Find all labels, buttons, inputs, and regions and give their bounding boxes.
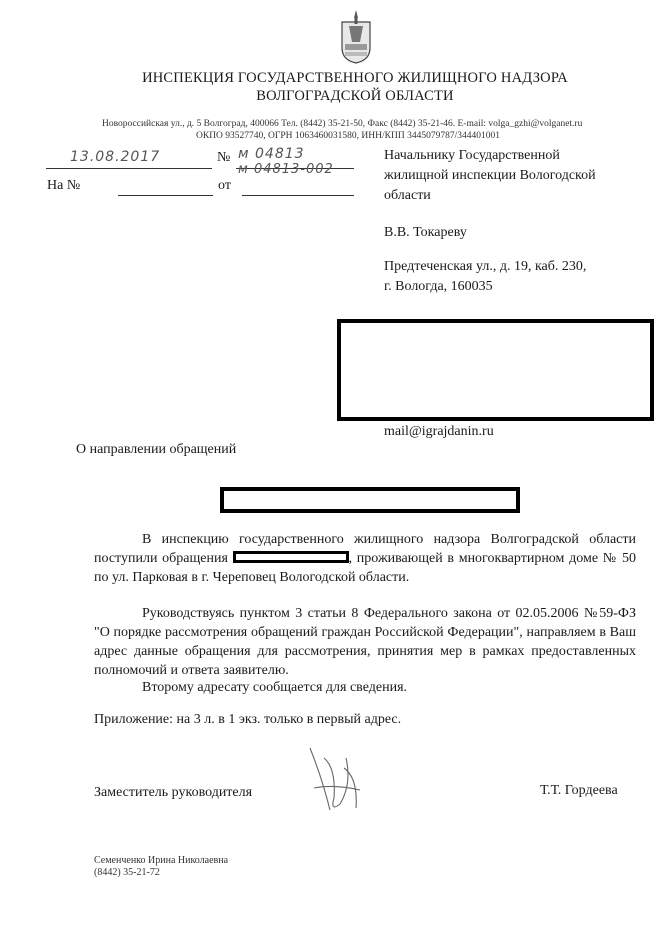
date-underline	[46, 168, 212, 169]
p1-text-before: В инспекцию государственного жилищного надзора Волгоградской области поступили обращения	[94, 532, 636, 566]
body-paragraph-2: Руководствуясь пунктом 3 статьи 8 Федерального закона от 02.05.2006 №59-ФЗ "О порядке рассмотрения обращений граждан Российской Федерации", направляем в Ваш адрес данные обращения для рассмотрения, принятия мер в рамках предоставленных полномочий и ответа заявителю.	[94, 606, 636, 678]
attachment-line: Приложение: на 3 л. в 1 экз. только в первый адрес.	[94, 712, 402, 727]
executor-name: Семенченко Ирина Николаевна	[94, 855, 229, 866]
recipient-line: Начальнику Государственной	[384, 148, 560, 163]
redacted-block-recipient	[337, 319, 654, 421]
ref-number-underline	[118, 195, 213, 196]
ref-number-handwritten: м 04813-002	[238, 162, 334, 177]
signatory-position: Заместитель руководителя	[94, 785, 253, 800]
p1-text-after: , проживающей в многоквартирном доме № 50 по ул. Парковая в г. Череповец Вологодской области.	[94, 551, 636, 585]
subject-line: О направлении обращений	[76, 442, 237, 457]
org-name-line2: ВОЛГОГРАДСКОЙ ОБЛАСТИ	[256, 88, 454, 104]
ref-number-label: На №	[47, 178, 81, 193]
recipient-address	[384, 257, 586, 297]
registration-number: м 04813	[238, 146, 305, 162]
registration-date: 13.08.2017	[70, 149, 161, 165]
number-label: №	[217, 150, 231, 165]
recipient-email: mail@igrajdanin.ru	[384, 424, 494, 439]
ref-from-label: от	[218, 178, 231, 193]
recipient-name: В.В. Токареву	[384, 225, 467, 240]
address-line: г. Вологда, 160035	[384, 279, 493, 294]
coat-of-arms-emblem	[340, 8, 372, 64]
ref-from-underline	[242, 195, 354, 196]
redacted-block-name	[220, 487, 520, 513]
recipient-line: жилищной инспекции Вологодской	[384, 168, 596, 183]
recipient-title	[384, 146, 596, 206]
body-paragraph-3: Второму адресату сообщается для сведения.	[142, 680, 408, 695]
address-line: Предтеченская ул., д. 19, каб. 230,	[384, 259, 587, 274]
body-paragraph-1	[94, 530, 636, 587]
executor-phone: (8442) 35-21-72	[94, 867, 160, 878]
recipient-line: области	[384, 188, 431, 203]
org-contacts-line1: Новороссийская ул., д. 5 Волгоград, 400066 Тел. (8442) 35-21-50, Факс (8442) 35-21-46. E-mail: volga_gzhi@volganet.ru	[102, 119, 583, 129]
redacted-inline-name	[233, 551, 349, 563]
signatory-name: Т.Т. Гордеева	[540, 783, 618, 798]
org-name-line1: ИНСПЕКЦИЯ ГОСУДАРСТВЕННОГО ЖИЛИЩНОГО НАДЗОРА	[142, 70, 568, 86]
signature-scribble	[300, 738, 370, 818]
org-requisites-line2: ОКПО 93527740, ОГРН 1063460031580, ИНН/КПП 3445079787/344401001	[196, 131, 500, 141]
